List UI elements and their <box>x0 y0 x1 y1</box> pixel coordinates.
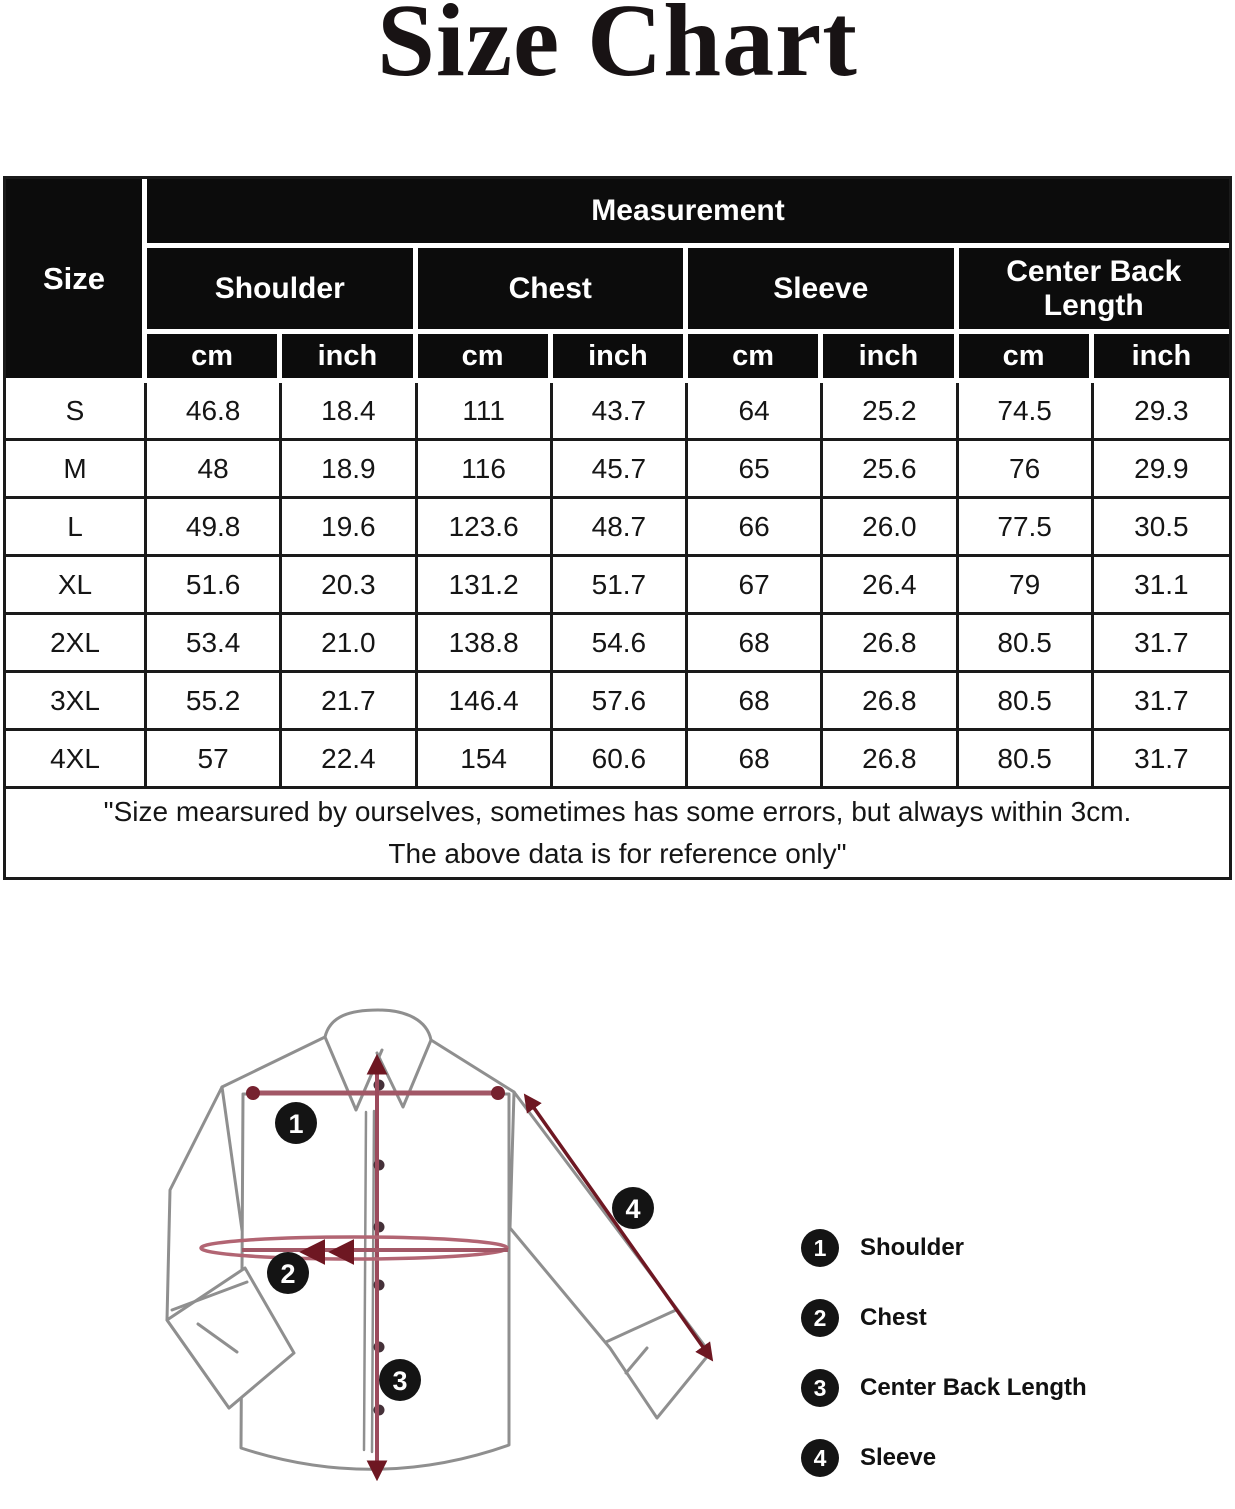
left-shoulder-seam <box>222 1037 325 1087</box>
value-cell: 67 <box>688 557 823 615</box>
group-header-chest: Chest <box>418 248 689 334</box>
value-cell: 80.5 <box>959 731 1094 789</box>
value-cell: 43.7 <box>553 383 688 441</box>
value-cell: 31.7 <box>1094 673 1229 731</box>
right-sleeve <box>510 1092 710 1418</box>
size-cell: M <box>6 441 147 499</box>
legend-label-sleeve: Sleeve <box>860 1444 937 1471</box>
legend-item-chest <box>801 1299 1087 1337</box>
measurement-legend <box>801 1229 1087 1509</box>
value-cell: 146.4 <box>418 673 553 731</box>
value-cell: 25.6 <box>823 441 958 499</box>
value-cell: 26.8 <box>823 615 958 673</box>
table-body <box>6 383 1229 789</box>
value-cell: 65 <box>688 441 823 499</box>
value-cell: 26.8 <box>823 673 958 731</box>
unit-header-cm: cm <box>418 334 553 383</box>
legend-label-center-back-length: Center Back Length <box>860 1374 1087 1401</box>
value-cell: 116 <box>418 441 553 499</box>
value-cell: 19.6 <box>282 499 417 557</box>
unit-header-inch: inch <box>1094 334 1229 383</box>
marker-num-4: 4 <box>625 1194 641 1224</box>
table-row <box>6 615 1229 673</box>
value-cell: 31.1 <box>1094 557 1229 615</box>
value-cell: 18.9 <box>282 441 417 499</box>
value-cell: 80.5 <box>959 673 1094 731</box>
legend-badge-3: 3 <box>801 1369 839 1407</box>
value-cell: 64 <box>688 383 823 441</box>
value-cell: 45.7 <box>553 441 688 499</box>
value-cell: 66 <box>688 499 823 557</box>
legend-badge-2: 2 <box>801 1299 839 1337</box>
legend-badge-1: 1 <box>801 1229 839 1267</box>
value-cell: 131.2 <box>418 557 553 615</box>
value-cell: 51.6 <box>147 557 282 615</box>
value-cell: 21.7 <box>282 673 417 731</box>
marker-num-2: 2 <box>280 1259 296 1289</box>
size-cell: XL <box>6 557 147 615</box>
value-cell: 79 <box>959 557 1094 615</box>
value-cell: 18.4 <box>282 383 417 441</box>
value-cell: 48.7 <box>553 499 688 557</box>
unit-header-inch: inch <box>823 334 958 383</box>
value-cell: 22.4 <box>282 731 417 789</box>
note-line-1: "Size mearsured by ourselves, sometimes has some errors, but always within 3cm. <box>103 796 1132 827</box>
unit-header-inch: inch <box>553 334 688 383</box>
value-cell: 25.2 <box>823 383 958 441</box>
header-row-groups <box>6 248 1229 334</box>
table-row <box>6 383 1229 441</box>
value-cell: 57 <box>147 731 282 789</box>
value-cell: 68 <box>688 731 823 789</box>
shoulder-line-end-dot <box>246 1086 260 1100</box>
collar-band <box>325 1010 431 1040</box>
value-cell: 26.8 <box>823 731 958 789</box>
unit-header-inch: inch <box>282 334 417 383</box>
legend-item-center-back-length <box>801 1369 1087 1407</box>
value-cell: 26.4 <box>823 557 958 615</box>
value-cell: 21.0 <box>282 615 417 673</box>
marker-num-3: 3 <box>392 1366 408 1396</box>
unit-header-cm: cm <box>959 334 1094 383</box>
legend-item-shoulder <box>801 1229 1087 1267</box>
value-cell: 55.2 <box>147 673 282 731</box>
size-note <box>6 789 1229 877</box>
value-cell: 20.3 <box>282 557 417 615</box>
size-cell: S <box>6 383 147 441</box>
value-cell: 51.7 <box>553 557 688 615</box>
value-cell: 60.6 <box>553 731 688 789</box>
value-cell: 26.0 <box>823 499 958 557</box>
size-cell: 2XL <box>6 615 147 673</box>
size-chart-table <box>3 176 1232 880</box>
value-cell: 68 <box>688 615 823 673</box>
value-cell: 68 <box>688 673 823 731</box>
shirt-diagram-svg <box>0 980 780 1500</box>
size-cell: L <box>6 499 147 557</box>
legend-badge-4: 4 <box>801 1439 839 1477</box>
header-row-units <box>6 334 1229 383</box>
value-cell: 48 <box>147 441 282 499</box>
value-cell: 54.6 <box>553 615 688 673</box>
value-cell: 30.5 <box>1094 499 1229 557</box>
header-row-measurement <box>6 179 1229 248</box>
value-cell: 154 <box>418 731 553 789</box>
unit-header-cm: cm <box>688 334 823 383</box>
group-header-sleeve: Sleeve <box>688 248 959 334</box>
shoulder-line-end-dot <box>491 1086 505 1100</box>
value-cell: 123.6 <box>418 499 553 557</box>
value-cell: 57.6 <box>553 673 688 731</box>
value-cell: 49.8 <box>147 499 282 557</box>
marker-num-1: 1 <box>288 1109 304 1139</box>
value-cell: 74.5 <box>959 383 1094 441</box>
note-row <box>6 789 1229 877</box>
value-cell: 31.7 <box>1094 615 1229 673</box>
size-cell: 3XL <box>6 673 147 731</box>
table-row <box>6 731 1229 789</box>
value-cell: 77.5 <box>959 499 1094 557</box>
table-row <box>6 441 1229 499</box>
size-cell: 4XL <box>6 731 147 789</box>
value-cell: 29.9 <box>1094 441 1229 499</box>
value-cell: 29.3 <box>1094 383 1229 441</box>
table-row <box>6 499 1229 557</box>
value-cell: 76 <box>959 441 1094 499</box>
value-cell: 46.8 <box>147 383 282 441</box>
value-cell: 80.5 <box>959 615 1094 673</box>
value-cell: 53.4 <box>147 615 282 673</box>
legend-label-shoulder: Shoulder <box>860 1234 965 1261</box>
value-cell: 138.8 <box>418 615 553 673</box>
size-column-header: Size <box>6 179 147 383</box>
group-header-shoulder: Shoulder <box>147 248 418 334</box>
measurement-header: Measurement <box>147 179 1229 248</box>
page-title: Size Chart <box>377 0 858 98</box>
value-cell: 31.7 <box>1094 731 1229 789</box>
note-line-2: The above data is for reference only" <box>388 838 847 869</box>
table-row <box>6 673 1229 731</box>
legend-label-chest: Chest <box>860 1304 927 1331</box>
value-cell: 111 <box>418 383 553 441</box>
table-row <box>6 557 1229 615</box>
unit-header-cm: cm <box>147 334 282 383</box>
legend-item-sleeve <box>801 1439 1087 1477</box>
group-header-center-back-length: Center Back Length <box>959 248 1230 334</box>
right-shoulder-seam <box>431 1040 514 1092</box>
